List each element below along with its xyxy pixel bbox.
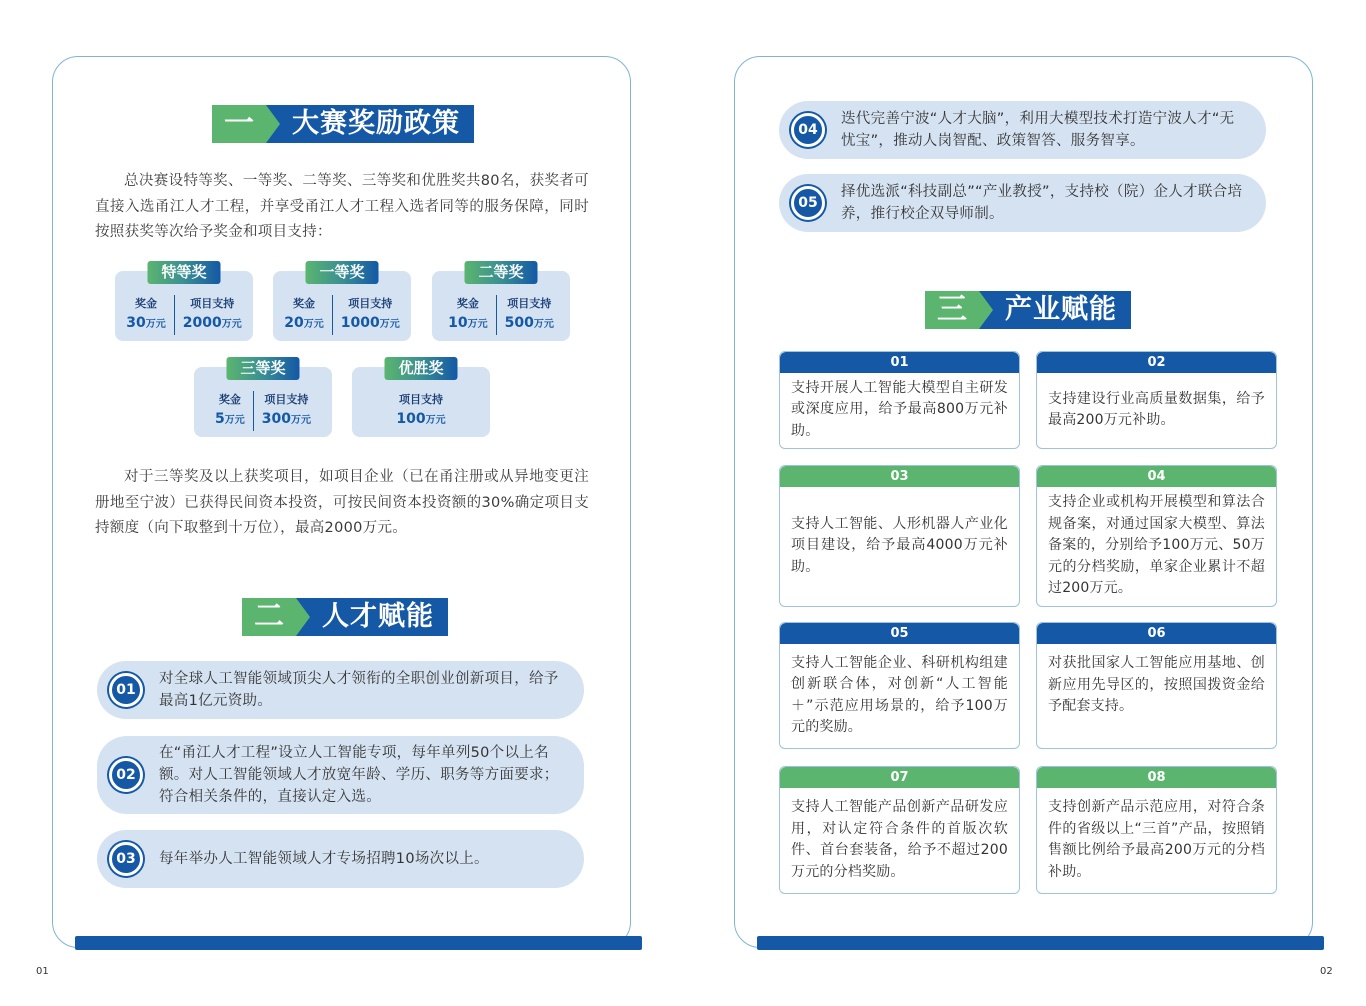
card-number: 03	[780, 466, 1019, 487]
bonus-label: 奖金	[293, 297, 315, 310]
item-text: 迭代完善宁波“人才大脑”，利用大模型技术打造宁波人才“无忧宝”，推动人岗智配、政策智答、服务智享。	[841, 111, 1235, 149]
card-text: 支持开展人工智能大模型自主研发或深度应用，给予最高800万元补助。	[791, 379, 1008, 439]
policy-card	[1036, 351, 1277, 449]
bottom-bar	[75, 936, 642, 950]
page-number-left: 01	[36, 966, 49, 977]
award-tag: 一等奖	[305, 261, 378, 284]
item-text: 对全球人工智能领域顶尖人才领衔的全职创业创新项目，给予最高1亿元资助。	[159, 671, 559, 709]
policy-card	[1036, 622, 1277, 749]
bonus-label: 奖金	[218, 393, 241, 406]
section3-heading	[925, 291, 1131, 329]
card-number: 01	[780, 352, 1019, 373]
award-card-second	[432, 263, 570, 341]
award-card-merit	[352, 359, 490, 437]
section1-number: 一	[212, 105, 266, 143]
card-text: 支持人工智能、人形机器人产业化项目建设，给予最高4000万元补助。	[791, 515, 1008, 575]
list-item	[779, 101, 1266, 159]
card-number: 06	[1037, 623, 1276, 644]
bonus-label: 奖金	[135, 297, 157, 310]
card-text: 支持建设行业高质量数据集，给予最高200万元补助。	[1048, 390, 1265, 428]
bonus-value: 10万元	[448, 315, 488, 331]
bonus-label: 奖金	[456, 297, 479, 310]
item-text: 择优选派“科技副总”“产业教授”，支持校（院）企人才联合培养，推行校企双导师制。	[841, 184, 1243, 222]
award-card-first	[273, 263, 411, 341]
card-number: 02	[1037, 352, 1276, 373]
item-text: 在“甬江人才工程”设立人工智能专项，每年单列50个以上名额。对人工智能领域人才放宽年龄、学历、职务等方面要求；符合相关条件的，直接认定入选。	[159, 745, 559, 805]
award-card-third	[194, 359, 332, 437]
support-label: 项目支持	[190, 297, 235, 310]
section2-number: 二	[242, 598, 296, 636]
card-text: 支持人工智能企业、科研机构组建创新联合体，对创新“人工智能＋”示范应用场景的，给予100万元的奖励。	[791, 654, 1008, 735]
page-number-right: 02	[1320, 966, 1333, 977]
support-value: 100万元	[396, 411, 446, 427]
section3-title: 产业赋能	[979, 291, 1131, 329]
section1-heading	[212, 105, 474, 143]
support-value: 2000万元	[182, 315, 242, 331]
award-tag: 二等奖	[464, 261, 537, 284]
policy-card	[779, 622, 1020, 749]
item-number-badge: 02	[109, 758, 143, 792]
support-label: 项目支持	[348, 297, 393, 310]
policy-card	[779, 351, 1020, 449]
list-item	[97, 830, 584, 888]
card-text: 对获批国家人工智能应用基地、创新应用先导区的，按照国拨资金给予配套支持。	[1048, 655, 1265, 714]
right-page	[734, 56, 1313, 948]
list-item	[97, 736, 584, 814]
card-text: 支持企业或机构开展模型和算法合规备案，对通过国家大模型、算法备案的，分别给予100万元、50万元的分档奖励，单家企业累计不超过200万元。	[1048, 494, 1265, 597]
bonus-value: 5万元	[215, 411, 245, 427]
section3-number: 三	[925, 291, 979, 329]
list-item	[779, 174, 1266, 232]
item-number-badge: 04	[791, 113, 825, 147]
support-label: 项目支持	[398, 393, 443, 406]
section2-title: 人才赋能	[296, 598, 448, 636]
item-number-badge: 03	[109, 842, 143, 876]
card-text: 支持人工智能产品创新产品研发应用，对认定符合条件的首版次软件、首台套装备，给予不超过200万元的分档奖励。	[791, 799, 1008, 880]
policy-card	[1036, 465, 1277, 607]
section1-title: 大赛奖励政策	[266, 105, 474, 143]
policy-card	[1036, 766, 1277, 894]
section1-note: 对于三等奖及以上获奖项目，如项目企业（已在甬注册或从异地变更注册地至宁波）已获得民间资本投资，可按民间资本投资额的30%确定项目支持额度（向下取整到十万位），最高2000万元。	[95, 469, 589, 536]
item-text: 每年举办人工智能领域人才专场招聘10场次以上。	[159, 851, 489, 867]
card-number: 04	[1037, 466, 1276, 487]
list-item	[97, 661, 584, 719]
bonus-value: 20万元	[284, 315, 324, 331]
support-label: 项目支持	[507, 297, 552, 310]
item-number-badge: 05	[791, 186, 825, 220]
award-tag: 三等奖	[226, 357, 299, 380]
card-number: 05	[780, 623, 1019, 644]
award-card-special	[115, 263, 253, 341]
support-label: 项目支持	[264, 393, 309, 406]
bottom-bar	[757, 936, 1324, 950]
item-number-badge: 01	[109, 673, 143, 707]
card-number: 08	[1037, 767, 1276, 788]
section2-heading	[242, 598, 448, 636]
left-page	[52, 56, 631, 948]
support-value: 300万元	[261, 411, 311, 427]
policy-card	[779, 766, 1020, 894]
support-value: 500万元	[504, 315, 554, 331]
section1-intro: 总决赛设特等奖、一等奖、二等奖、三等奖和优胜奖共80名，获奖者可直接入选甬江人才工程，并享受甬江人才工程入选者同等的服务保障，同时按照获奖等次给予奖金和项目支持：	[95, 173, 589, 240]
card-number: 07	[780, 767, 1019, 788]
award-tag: 特等奖	[147, 261, 220, 284]
card-text: 支持创新产品示范应用，对符合条件的省级以上“三首”产品，按照销售额比例给予最高200万元的分档补助。	[1048, 799, 1265, 880]
policy-card	[779, 465, 1020, 607]
bonus-value: 30万元	[126, 315, 166, 331]
award-tag: 优胜奖	[384, 357, 457, 380]
support-value: 1000万元	[340, 315, 400, 331]
